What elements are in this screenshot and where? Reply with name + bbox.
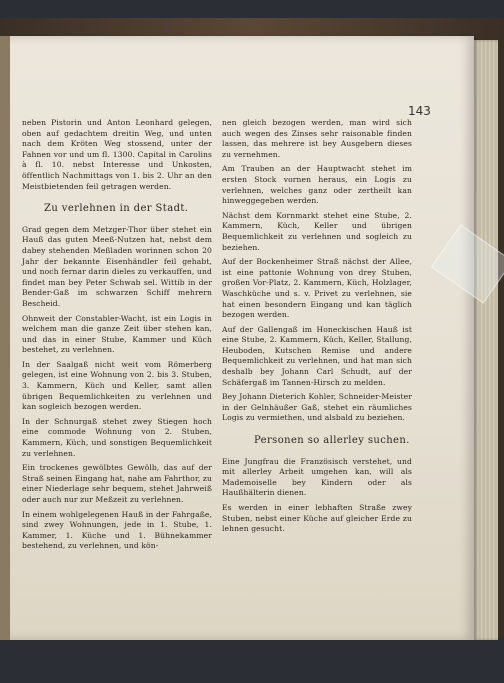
section-heading-seeking: Personen so allerley suchen. — [254, 435, 410, 447]
left-column — [22, 118, 212, 556]
intro-paragraph: neben Pistorin und Anton Leonhard gelegen, oben auf gedachtem dreitin Weg, und unten nach dem Kröten Weg stossend, unter der Fahnen vor und um fl. 1300. Capital in Carolins à fl. 10. nebst Interesse und Unkosten, öffentlich Nachmittags von 1. bis 2. Uhr an den Meistbietenden feil getragen werden. — [22, 118, 212, 191]
listing-paragraph: In der Schnurgaß stehet zwey Stiegen hoch eine commode Wohnung von 2. Stuben, Kammern, Küch, und sonstigen Bequemlichkeit zu verlehnen. — [22, 416, 212, 458]
page-number: 143 — [408, 104, 431, 118]
right-column — [222, 118, 412, 539]
listing-paragraph: In einem wohlgelegenen Hauß in der Fahrgaße, sind zwey Wohnungen, jede in 1. Stube, 1. Kammer, 1. Küche und 1. Bühnekammer bestehend, zu verlehnen, und kön- — [22, 509, 212, 551]
listing-paragraph: In der Saalgaß nicht weit vom Römerberg gelegen, ist eine Wohnung von 2. bis 3. Stuben, 3. Kammern, Küch und Keller, samt allen übrigen Bequemlichkeiten zu verlehnen und kan sogleich bezogen werden. — [22, 359, 212, 412]
listing-paragraph: Es werden in einer lebhaften Straße zwey Stuben, nebst einer Küche auf gleicher Erde zu lehnen gesucht. — [222, 503, 412, 534]
listing-paragraph: Ein trockenes gewölbtes Gewölb, das auf der Straß seinen Eingang hat, nahe am Fahrthor, zu einer Niederlage sehr bequem, stehet Jahrweiß oder auch nur zur Meßzeit zu verlehnen. — [22, 463, 212, 504]
page-stack-edge — [474, 40, 498, 640]
listing-paragraph: Nächst dem Kornmarkt stehet eine Stube, 2. Kammern, Küch, Keller und übrigen Bequemlichkeit zu verlehnen und sogleich zu beziehen. — [222, 210, 412, 252]
listing-paragraph: Auf der Bockenheimer Straß nächst der Allee, ist eine pattonie Wohnung von drey Stuben, großen Vor-Platz, 2. Kammern, Küch, Holzlager, Waschküche und s. v. Privet zu verlehnen, sie hat einen besondern Eingang und kan täglich bezogen werden. — [222, 257, 412, 320]
listing-paragraph: Ohnweit der Constabler-Wacht, ist ein Logis in welchem man die ganze Zeit über stehen kan, und das in einer Stube, Kammer und Küch bestehet, zu verlehnen. — [22, 313, 212, 355]
listing-paragraph: Bey Johann Dieterich Kohler, Schneider-Meister in der Gelnhäußer Gaß, stehet ein räumliches Logis zu vermiethen, und alsbald zu beziehen. — [222, 392, 412, 423]
listing-paragraph: nen gleich bezogen werden, man wird sich auch wegen des Zinses sehr raisonable finden lassen, das mehrere ist bey Ausgebern dieses zu vernehmen. — [222, 118, 412, 159]
listing-paragraph: Grad gegen dem Metzger-Thor über stehet ein Hauß das guten Meeß-Nutzen hat, nebst dem dabey stehenden Meßladen worinnen schon 20 Jahr der bekannte Eisenhändler feil gehabt, und noch fernar darin dieles zu verkauffen, und findet man bey Peter Schwab sel. Wittib in der Bender-Gaß im schwarzen Schiff mehrern Bescheid. — [22, 224, 212, 308]
listing-paragraph: Auf der Gallengaß im Honeckischen Hauß ist eine Stube, 2. Kammern, Küch, Keller, Stallung, Heuboden, Kutschen Remise und andere Bequemlichkeit zu verlehnen, und hat man sich deshalb bey Johann Carl Schudt, auf der Schäfergaß im Tannen-Hirsch zu melden. — [222, 324, 412, 387]
listing-paragraph: Eine Jungfrau die Französisch verstehet, und mit allerley Arbeit umgehen kan, will als Mademoiselle bey Kindern oder als Haußhälterin dienen. — [222, 456, 412, 498]
section-heading-rent: Zu verlehnen in der Stadt. — [44, 203, 189, 215]
page-binding — [0, 36, 10, 640]
background-strip — [0, 640, 504, 683]
listing-paragraph: Am Trauben an der Hauptwacht stehet im ersten Stock vornen heraus, ein Logis zu verlehnen, welches ganz oder zertheilt kan hinweggegeben werden. — [222, 164, 412, 206]
